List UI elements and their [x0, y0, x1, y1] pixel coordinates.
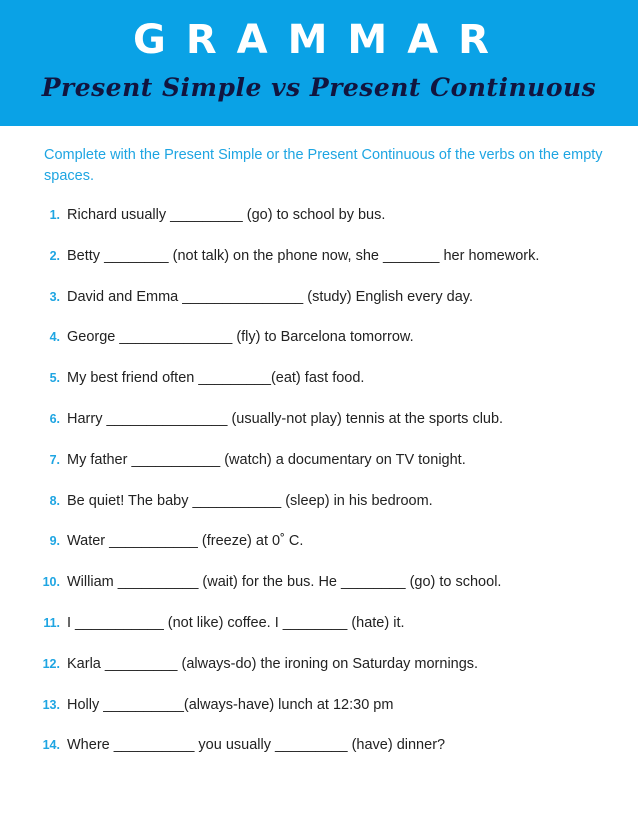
exercise-item-11	[0, 612, 638, 634]
exercise-number: 8.	[49, 493, 60, 508]
exercise-sentence: Betty ________ (not talk) on the phone now, she _______ her homework.	[67, 247, 540, 264]
exercise-number: 14.	[42, 738, 60, 753]
exercise-number: 11.	[43, 616, 60, 630]
exercise-sentence: William __________ (wait) for the bus. He ________ (go) to school.	[67, 574, 502, 591]
exercise-number: 7.	[49, 452, 60, 467]
header-banner	[0, 0, 638, 126]
exercise-sentence: I ___________ (not like) coffee. I ________ (hate) it.	[67, 615, 405, 631]
exercise-item-4	[0, 326, 638, 348]
exercise-sentence: Karla _________ (always-do) the ironing on Saturday mornings.	[67, 655, 479, 672]
exercise-sentence: My father ___________ (watch) a documentary on TV tonight.	[67, 451, 466, 468]
exercise-item-2	[0, 245, 638, 267]
exercise-sentence: Be quiet! The baby ___________ (sleep) in his bedroom.	[67, 492, 433, 509]
exercise-item-10	[0, 571, 638, 593]
page-title: GRAMMAR	[133, 17, 509, 63]
exercise-number: 12.	[42, 656, 60, 671]
exercise-number: 1.	[49, 208, 60, 222]
instructions: Complete with the Present Simple or the Present Continuous of the verbs on the empty spaces.	[44, 147, 603, 184]
exercise-number: 2.	[49, 248, 60, 263]
exercise-number: 9.	[49, 534, 60, 549]
exercise-item-5	[0, 367, 638, 389]
exercise-sentence: Harry _______________ (usually-not play) tennis at the sports club.	[67, 411, 504, 427]
exercise-item-8	[0, 490, 638, 512]
exercise-sentence: George ______________ (fly) to Barcelona tomorrow.	[67, 329, 414, 346]
exercise-number: 5.	[49, 371, 60, 386]
exercise-item-12	[0, 653, 638, 675]
exercise-item-3	[0, 286, 638, 308]
exercise-item-13	[0, 694, 638, 716]
exercise-sentence: Holly __________(always-have) lunch at 12:30 pm	[67, 696, 394, 713]
exercise-sentence: David and Emma _______________ (study) English every day.	[67, 288, 473, 305]
exercise-sentence: Water ___________ (freeze) at 0˚ C.	[67, 533, 304, 550]
exercise-item-14	[0, 734, 638, 756]
exercise-item-7	[0, 449, 638, 471]
exercise-number: 13.	[42, 697, 60, 712]
exercise-item-9	[0, 530, 638, 552]
exercise-sentence: My best friend often _________(eat) fast food.	[67, 370, 365, 387]
page-subtitle: Present Simple vs Present Continuous	[41, 73, 597, 102]
exercise-number: 10.	[42, 575, 60, 590]
exercise-number: 4.	[49, 330, 60, 345]
exercise-number: 6.	[49, 412, 60, 426]
exercise-sentence: Richard usually _________ (go) to school by bus.	[67, 207, 386, 223]
exercise-item-1	[0, 204, 638, 226]
exercise-number: 3.	[49, 289, 60, 304]
exercise-item-6	[0, 408, 638, 430]
exercise-sentence: Where __________ you usually _________ (have) dinner?	[67, 737, 446, 754]
